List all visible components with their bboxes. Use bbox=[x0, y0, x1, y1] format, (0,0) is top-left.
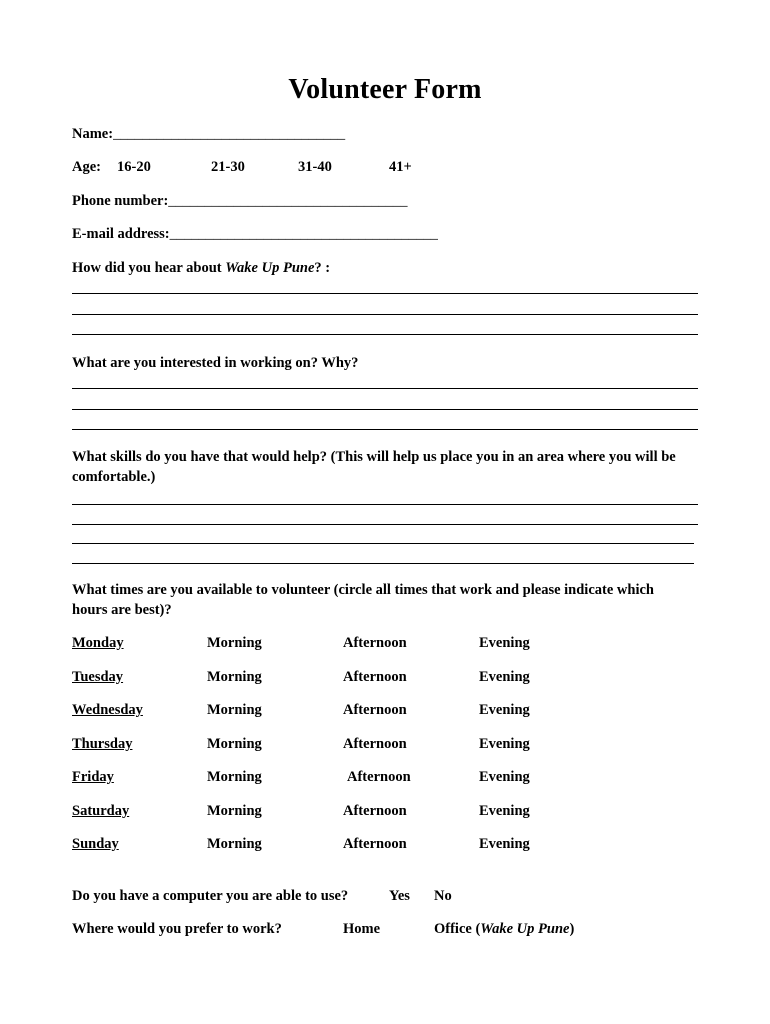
question-times: What times are you available to volunteer (circle all times that work and please indicate which hours are best)? bbox=[72, 582, 654, 618]
morning-option[interactable]: Morning bbox=[207, 803, 262, 819]
schedule-row-monday bbox=[72, 635, 692, 655]
afternoon-option[interactable]: Afternoon bbox=[343, 736, 407, 752]
age-option-16-20[interactable]: 16-20 bbox=[117, 159, 151, 175]
question-interest: What are you interested in working on? Why? bbox=[72, 355, 359, 371]
name-label: Name: bbox=[72, 126, 114, 142]
evening-option[interactable]: Evening bbox=[479, 803, 530, 819]
morning-option[interactable]: Morning bbox=[207, 635, 262, 651]
schedule-row-friday bbox=[72, 769, 692, 789]
answer-line[interactable] bbox=[72, 563, 694, 564]
afternoon-option[interactable]: Afternoon bbox=[343, 702, 407, 718]
work-location-row bbox=[72, 921, 672, 941]
morning-option[interactable]: Morning bbox=[207, 669, 262, 685]
computer-row bbox=[72, 888, 672, 908]
answer-line[interactable] bbox=[72, 388, 698, 389]
question-work-location: Where would you prefer to work? bbox=[72, 921, 282, 937]
phone-field[interactable]: _________________________________ bbox=[168, 193, 408, 209]
age-label: Age: bbox=[72, 159, 101, 175]
phone-row bbox=[72, 193, 408, 210]
day-label: Sunday bbox=[72, 836, 119, 852]
answer-line[interactable] bbox=[72, 543, 694, 544]
age-option-21-30[interactable]: 21-30 bbox=[211, 159, 245, 175]
day-label: Wednesday bbox=[72, 702, 143, 718]
office-prefix: Office ( bbox=[434, 921, 481, 937]
answer-line[interactable] bbox=[72, 293, 698, 294]
morning-option[interactable]: Morning bbox=[207, 702, 262, 718]
afternoon-option[interactable]: Afternoon bbox=[343, 669, 407, 685]
question-hear-suffix: ? : bbox=[314, 260, 331, 276]
answer-line[interactable] bbox=[72, 314, 698, 315]
computer-no-option[interactable]: No bbox=[434, 888, 452, 904]
schedule-row-saturday bbox=[72, 803, 692, 823]
schedule-row-sunday bbox=[72, 836, 692, 856]
question-hear-text: How did you hear about bbox=[72, 260, 226, 276]
question-skills: What skills do you have that would help? (This will help us place you in an area where you will be comfortable.) bbox=[72, 449, 676, 485]
computer-yes-option[interactable]: Yes bbox=[389, 888, 410, 904]
schedule-row-tuesday bbox=[72, 669, 692, 689]
evening-option[interactable]: Evening bbox=[479, 736, 530, 752]
evening-option[interactable]: Evening bbox=[479, 702, 530, 718]
answer-line[interactable] bbox=[72, 504, 698, 505]
work-office-option[interactable] bbox=[434, 921, 574, 938]
afternoon-option[interactable]: Afternoon bbox=[343, 803, 407, 819]
form-title: Volunteer Form bbox=[288, 74, 482, 105]
question-computer: Do you have a computer you are able to use? bbox=[72, 888, 349, 904]
answer-line[interactable] bbox=[72, 334, 698, 335]
day-label: Monday bbox=[72, 635, 124, 651]
morning-option[interactable]: Morning bbox=[207, 736, 262, 752]
day-label: Thursday bbox=[72, 736, 133, 752]
evening-option[interactable]: Evening bbox=[479, 635, 530, 651]
name-row bbox=[72, 126, 345, 143]
afternoon-option[interactable]: Afternoon bbox=[343, 635, 407, 651]
morning-option[interactable]: Morning bbox=[207, 769, 262, 785]
answer-line[interactable] bbox=[72, 429, 698, 430]
age-option-41-plus[interactable]: 41+ bbox=[389, 159, 412, 175]
day-label: Saturday bbox=[72, 803, 130, 819]
afternoon-option[interactable]: Afternoon bbox=[343, 836, 407, 852]
email-field[interactable]: _____________________________________ bbox=[169, 226, 438, 242]
phone-label: Phone number: bbox=[72, 193, 169, 209]
day-label: Tuesday bbox=[72, 669, 124, 685]
answer-line[interactable] bbox=[72, 524, 698, 525]
name-field[interactable]: ________________________________ bbox=[113, 126, 346, 142]
afternoon-option[interactable]: Afternoon bbox=[347, 769, 411, 785]
age-row bbox=[72, 159, 472, 179]
org-name: Wake Up Pune bbox=[225, 260, 315, 276]
office-suffix: ) bbox=[569, 921, 575, 937]
schedule-row-thursday bbox=[72, 736, 692, 756]
evening-option[interactable]: Evening bbox=[479, 836, 530, 852]
email-label: E-mail address: bbox=[72, 226, 170, 242]
evening-option[interactable]: Evening bbox=[479, 769, 530, 785]
question-hear-about bbox=[72, 260, 330, 277]
morning-option[interactable]: Morning bbox=[207, 836, 262, 852]
evening-option[interactable]: Evening bbox=[479, 669, 530, 685]
answer-line[interactable] bbox=[72, 409, 698, 410]
schedule-row-wednesday bbox=[72, 702, 692, 722]
email-row bbox=[72, 226, 438, 243]
age-option-31-40[interactable]: 31-40 bbox=[298, 159, 332, 175]
org-name: Wake Up Pune bbox=[480, 921, 570, 937]
day-label: Friday bbox=[72, 769, 114, 785]
work-home-option[interactable]: Home bbox=[343, 921, 381, 937]
